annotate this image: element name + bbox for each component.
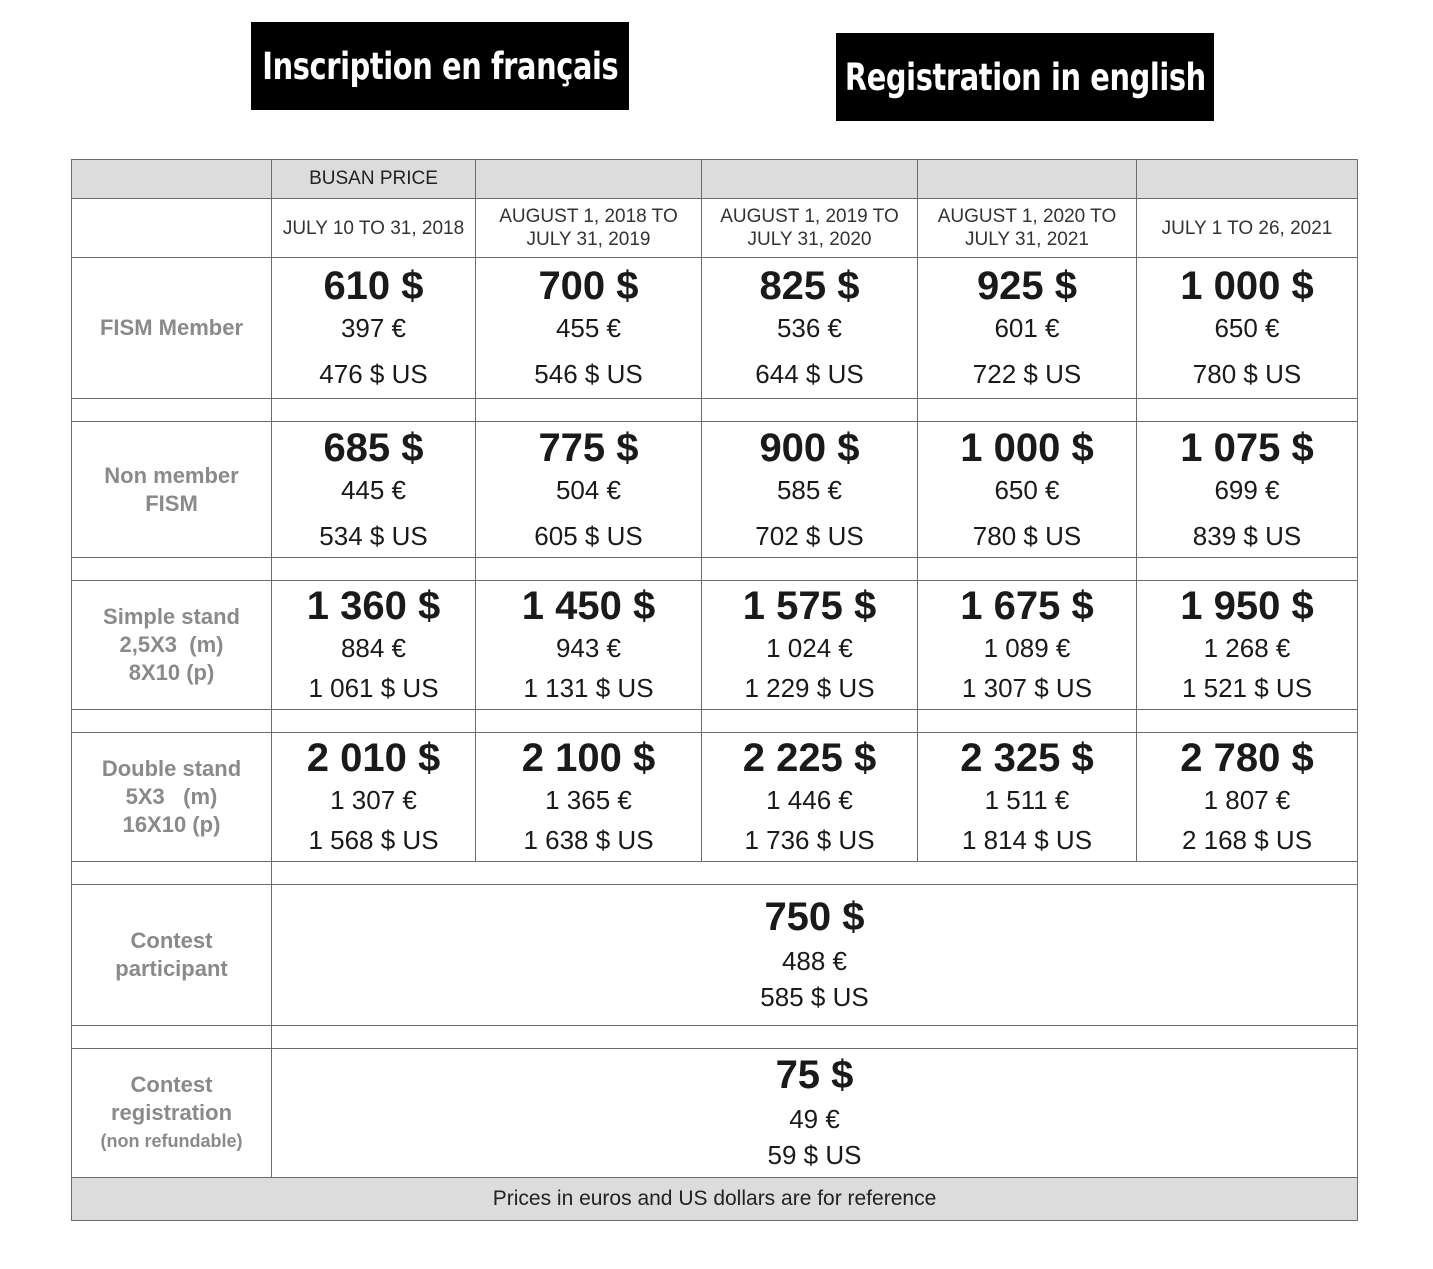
register-french-button[interactable] xyxy=(251,22,629,110)
price-cad: 1 360 $ xyxy=(306,584,441,628)
spacer-cell xyxy=(1137,399,1358,422)
price-cad: 75 $ xyxy=(775,1053,854,1097)
price-cell xyxy=(918,258,1137,399)
table-top-header xyxy=(72,160,1358,199)
spacer-cell xyxy=(476,399,702,422)
period-header-row xyxy=(72,199,1358,258)
price-cell xyxy=(476,422,702,558)
price-cell xyxy=(918,422,1137,558)
price-cell xyxy=(702,422,918,558)
period-header-empty xyxy=(72,199,272,258)
price-cad: 900 $ xyxy=(759,425,860,470)
price-cell xyxy=(702,581,918,710)
price-cell xyxy=(1137,733,1358,862)
price-eur: 49 € xyxy=(789,1104,840,1134)
register-french-label: Inscription en français xyxy=(261,44,619,88)
price-cad: 925 $ xyxy=(976,264,1078,308)
price-cell xyxy=(476,581,702,710)
price-usd: 1 814 $ US xyxy=(961,825,1093,855)
spacer-cell xyxy=(272,1026,1358,1049)
row-label xyxy=(72,1049,272,1178)
price-cad: 825 $ xyxy=(759,264,860,308)
spacer-cell xyxy=(72,399,272,422)
price-usd: 780 $ US xyxy=(1192,359,1302,389)
price-cad: 2 780 $ xyxy=(1180,736,1314,780)
price-cad: 1 950 $ xyxy=(1180,584,1314,628)
price-cad: 1 075 $ xyxy=(1180,425,1314,470)
row-label-line: FISM xyxy=(145,490,198,516)
spacer-cell xyxy=(72,1026,272,1049)
spacer-cell xyxy=(272,710,476,733)
row-label xyxy=(72,422,272,558)
price-eur: 1 024 € xyxy=(766,633,853,663)
price-eur: 650 € xyxy=(1214,313,1280,343)
row-label-note: (non refundable) xyxy=(100,1131,243,1151)
price-table xyxy=(71,159,1358,1221)
price-cell xyxy=(272,258,476,399)
price-eur: 1 446 € xyxy=(766,785,853,815)
price-cell xyxy=(272,1049,1358,1178)
price-usd: 1 229 $ US xyxy=(744,673,875,703)
price-eur: 943 € xyxy=(555,633,622,663)
header-cell xyxy=(1137,160,1358,199)
price-cell xyxy=(272,581,476,710)
price-cad: 1 450 $ xyxy=(521,584,656,628)
spacer-cell xyxy=(476,558,702,581)
spacer-row xyxy=(72,862,1358,885)
price-cell xyxy=(1137,258,1358,399)
spacer-cell xyxy=(72,862,272,885)
price-eur: 1 807 € xyxy=(1203,785,1291,815)
spacer-cell xyxy=(702,710,918,733)
price-eur: 504 € xyxy=(555,474,622,505)
price-eur: 1 365 € xyxy=(545,785,632,815)
header-cell xyxy=(918,160,1137,199)
price-eur: 536 € xyxy=(776,313,843,343)
table-row-double-stand xyxy=(72,733,1358,862)
price-usd: 585 $ US xyxy=(760,982,869,1012)
price-cell xyxy=(272,733,476,862)
price-cell xyxy=(702,733,918,862)
price-cad: 1 000 $ xyxy=(1180,264,1314,308)
header-cell xyxy=(476,160,702,199)
price-usd: 476 $ US xyxy=(319,359,428,389)
price-cad: 1 675 $ xyxy=(960,584,1094,628)
price-cell xyxy=(476,258,702,399)
price-cad: 2 010 $ xyxy=(306,736,441,780)
price-eur: 1 268 € xyxy=(1203,633,1291,663)
price-cad: 2 325 $ xyxy=(960,736,1094,780)
spacer-row xyxy=(72,399,1358,422)
row-label-line: 16X10 (p) xyxy=(122,812,221,837)
row-label-line: registration xyxy=(110,1100,233,1125)
header-busan-price: BUSAN PRICE xyxy=(272,160,476,199)
price-eur: 1 511 € xyxy=(984,785,1070,815)
table-row-fism-member xyxy=(72,258,1358,399)
period-header: AUGUST 1, 2018 TO JULY 31, 2019 xyxy=(476,199,702,258)
price-eur: 699 € xyxy=(1214,474,1280,505)
table-row-non-member xyxy=(72,422,1358,558)
price-eur: 1 307 € xyxy=(330,785,417,815)
price-usd: 1 638 $ US xyxy=(523,825,654,855)
row-label-line: 8X10 (p) xyxy=(128,660,215,685)
price-usd: 722 $ US xyxy=(972,359,1082,389)
row-label-line: Simple stand xyxy=(103,604,240,629)
spacer-row xyxy=(72,710,1358,733)
price-cad: 750 $ xyxy=(764,895,865,939)
price-cell xyxy=(272,885,1358,1026)
period-header: JULY 1 TO 26, 2021 xyxy=(1137,199,1358,258)
price-usd: 702 $ US xyxy=(755,520,864,551)
price-cell xyxy=(476,733,702,862)
spacer-row xyxy=(72,558,1358,581)
spacer-cell xyxy=(702,558,918,581)
row-label-line: 5X3 (m) xyxy=(125,784,218,809)
period-header: JULY 10 TO 31, 2018 xyxy=(272,199,476,258)
register-english-button[interactable] xyxy=(836,33,1214,121)
row-label-line: FISM Member xyxy=(99,315,244,340)
row-label-line: Contest xyxy=(130,1072,213,1097)
spacer-cell xyxy=(72,558,272,581)
price-cell xyxy=(272,422,476,558)
price-usd: 1 307 $ US xyxy=(961,673,1093,703)
spacer-cell xyxy=(272,399,476,422)
row-label xyxy=(72,733,272,862)
price-usd: 2 168 $ US xyxy=(1181,825,1313,855)
spacer-row xyxy=(72,1026,1358,1049)
price-usd: 1 131 $ US xyxy=(523,673,654,703)
spacer-cell xyxy=(918,710,1137,733)
header-cell xyxy=(702,160,918,199)
price-cell xyxy=(918,581,1137,710)
spacer-cell xyxy=(476,710,702,733)
row-label-line: 2,5X3 (m) xyxy=(119,632,224,657)
period-header: AUGUST 1, 2020 TO JULY 31, 2021 xyxy=(918,199,1137,258)
price-usd: 644 $ US xyxy=(755,359,864,389)
price-usd: 605 $ US xyxy=(534,520,643,551)
price-usd: 1 061 $ US xyxy=(308,673,439,703)
price-eur: 884 € xyxy=(340,633,407,663)
price-usd: 1 736 $ US xyxy=(744,825,875,855)
price-eur: 445 € xyxy=(340,474,407,505)
footer-note: Prices in euros and US dollars are for reference xyxy=(72,1178,1358,1221)
price-cell xyxy=(1137,422,1358,558)
price-usd: 839 $ US xyxy=(1192,520,1302,551)
price-cad: 610 $ xyxy=(323,264,424,308)
price-cell xyxy=(1137,581,1358,710)
spacer-cell xyxy=(918,399,1137,422)
price-cell xyxy=(702,258,918,399)
table-row-contest-participant xyxy=(72,885,1358,1026)
price-cad: 1 000 $ xyxy=(960,425,1094,470)
header-cell xyxy=(72,160,272,199)
spacer-cell xyxy=(272,862,1358,885)
price-eur: 650 € xyxy=(994,474,1060,505)
price-eur: 397 € xyxy=(340,313,407,343)
table-row-contest-registration xyxy=(72,1049,1358,1178)
price-cad: 685 $ xyxy=(323,425,424,470)
spacer-cell xyxy=(918,558,1137,581)
price-eur: 455 € xyxy=(555,313,622,343)
spacer-cell xyxy=(702,399,918,422)
spacer-cell xyxy=(1137,710,1358,733)
price-usd: 780 $ US xyxy=(972,520,1082,551)
table-row-simple-stand xyxy=(72,581,1358,710)
register-english-label: Registration in english xyxy=(844,55,1206,99)
price-cad: 1 575 $ xyxy=(742,584,877,628)
price-eur: 585 € xyxy=(776,474,843,505)
spacer-cell xyxy=(72,710,272,733)
table-footer xyxy=(72,1178,1358,1221)
price-eur: 1 089 € xyxy=(983,633,1071,663)
spacer-cell xyxy=(272,558,476,581)
row-label xyxy=(72,581,272,710)
price-cell xyxy=(918,733,1137,862)
row-label-line: Non member xyxy=(104,462,239,488)
row-label-line: Double stand xyxy=(101,756,242,781)
row-label xyxy=(72,885,272,1026)
price-usd: 1 521 $ US xyxy=(1181,673,1313,703)
price-usd: 1 568 $ US xyxy=(308,825,439,855)
price-cad: 2 100 $ xyxy=(521,736,656,780)
price-usd: 546 $ US xyxy=(534,359,643,389)
price-cad: 2 225 $ xyxy=(742,736,877,780)
price-cad: 775 $ xyxy=(538,425,639,470)
price-eur: 488 € xyxy=(781,946,848,976)
spacer-cell xyxy=(1137,558,1358,581)
price-usd: 59 $ US xyxy=(767,1140,862,1170)
row-label-line: Contest xyxy=(130,928,213,953)
price-usd: 534 $ US xyxy=(319,520,428,551)
period-header: AUGUST 1, 2019 TO JULY 31, 2020 xyxy=(702,199,918,258)
price-cad: 700 $ xyxy=(538,264,639,308)
price-eur: 601 € xyxy=(994,313,1060,343)
row-label xyxy=(72,258,272,399)
row-label-line: participant xyxy=(115,956,228,981)
